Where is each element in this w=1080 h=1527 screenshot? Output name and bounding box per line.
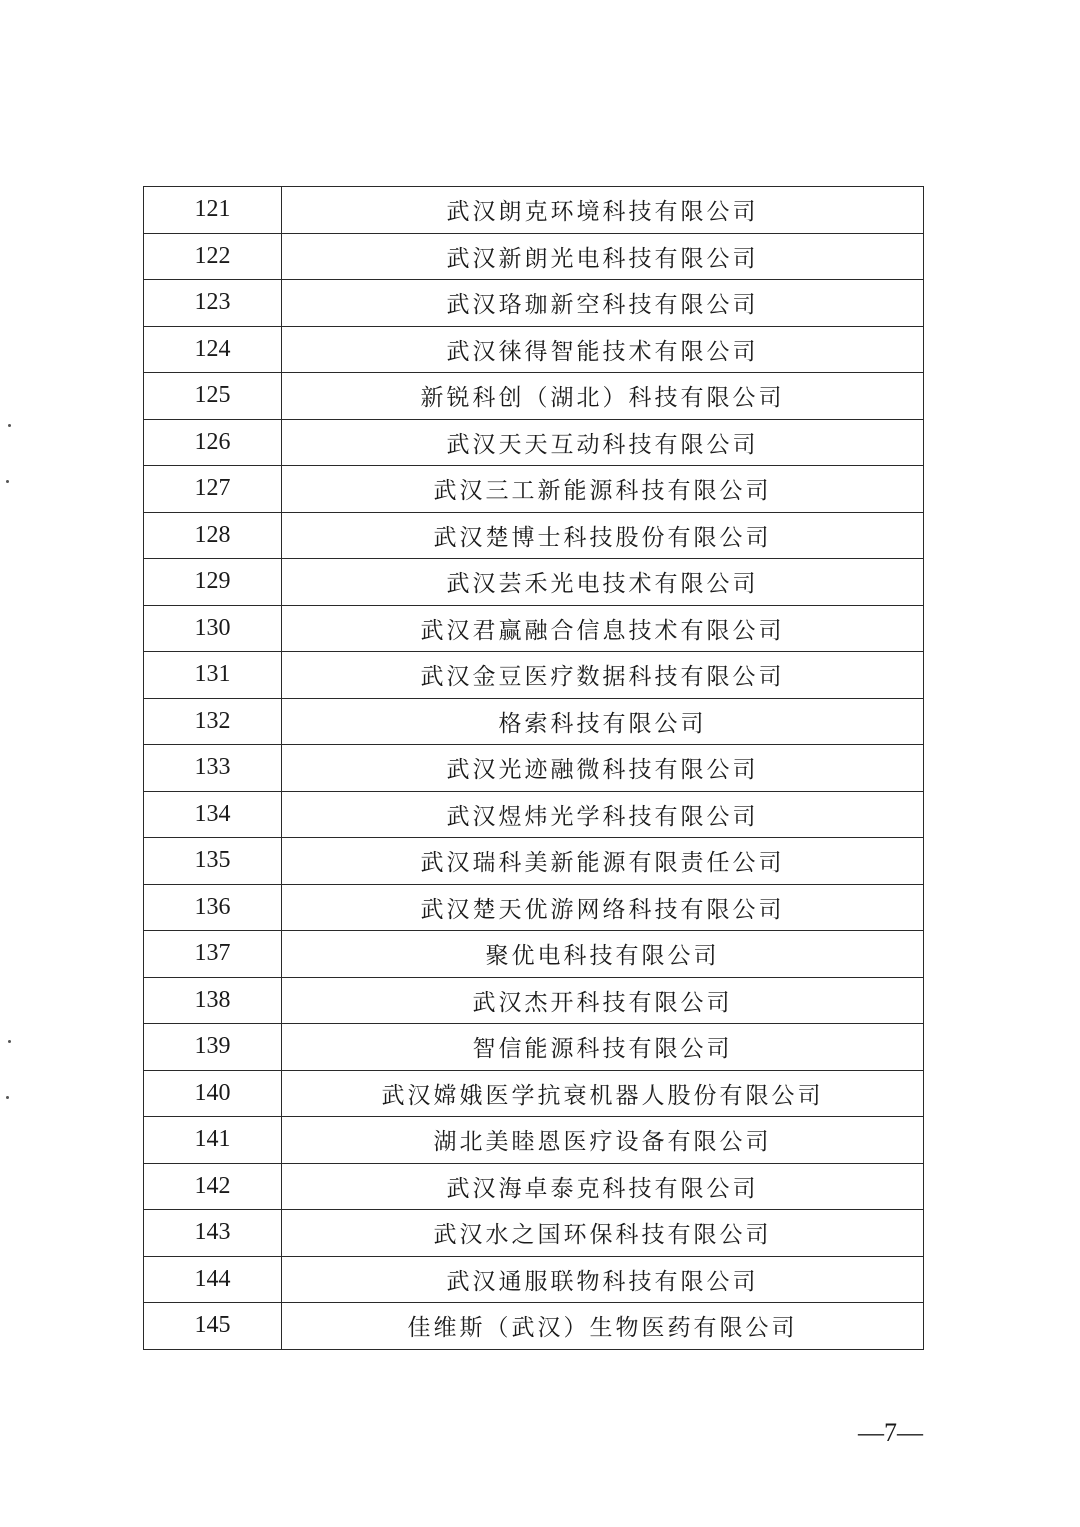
table-row <box>144 884 924 931</box>
table-row <box>144 559 924 606</box>
company-name-cell: 武汉朗克环境科技有限公司 <box>282 187 924 234</box>
scan-speck <box>8 424 11 427</box>
row-number-cell: 137 <box>144 931 282 978</box>
company-name-cell: 智信能源科技有限公司 <box>282 1024 924 1071</box>
company-name-cell: 武汉徕得智能技术有限公司 <box>282 326 924 373</box>
company-name-cell: 武汉水之国环保科技有限公司 <box>282 1210 924 1257</box>
company-name-cell: 新锐科创（湖北）科技有限公司 <box>282 373 924 420</box>
row-number-cell: 135 <box>144 838 282 885</box>
row-number-cell: 138 <box>144 977 282 1024</box>
row-number-cell: 126 <box>144 419 282 466</box>
table-row <box>144 698 924 745</box>
table-row <box>144 419 924 466</box>
table-row <box>144 838 924 885</box>
company-name-cell: 武汉金豆医疗数据科技有限公司 <box>282 652 924 699</box>
table-row <box>144 791 924 838</box>
company-name-cell: 武汉天天互动科技有限公司 <box>282 419 924 466</box>
table-row <box>144 605 924 652</box>
company-name-cell: 格索科技有限公司 <box>282 698 924 745</box>
table-row <box>144 1163 924 1210</box>
table-row <box>144 373 924 420</box>
scan-speck <box>6 1096 9 1099</box>
table-row <box>144 512 924 559</box>
table-row <box>144 931 924 978</box>
row-number-cell: 130 <box>144 605 282 652</box>
table-row <box>144 1070 924 1117</box>
company-name-cell: 武汉嫦娥医学抗衰机器人股份有限公司 <box>282 1070 924 1117</box>
company-name-cell: 武汉海卓泰克科技有限公司 <box>282 1163 924 1210</box>
table-row <box>144 280 924 327</box>
company-name-cell: 武汉君赢融合信息技术有限公司 <box>282 605 924 652</box>
company-name-cell: 湖北美睦恩医疗设备有限公司 <box>282 1117 924 1164</box>
row-number-cell: 141 <box>144 1117 282 1164</box>
company-name-cell: 武汉芸禾光电技术有限公司 <box>282 559 924 606</box>
company-name-cell: 聚优电科技有限公司 <box>282 931 924 978</box>
row-number-cell: 124 <box>144 326 282 373</box>
company-name-cell: 佳维斯（武汉）生物医药有限公司 <box>282 1303 924 1350</box>
company-name-cell: 武汉楚博士科技股份有限公司 <box>282 512 924 559</box>
table-row <box>144 187 924 234</box>
row-number-cell: 132 <box>144 698 282 745</box>
row-number-cell: 121 <box>144 187 282 234</box>
scan-speck <box>6 480 9 483</box>
row-number-cell: 145 <box>144 1303 282 1350</box>
table-row <box>144 1117 924 1164</box>
table-row <box>144 1024 924 1071</box>
table-row <box>144 1303 924 1350</box>
company-name-cell: 武汉珞珈新空科技有限公司 <box>282 280 924 327</box>
row-number-cell: 125 <box>144 373 282 420</box>
company-list-table <box>143 186 924 1350</box>
row-number-cell: 131 <box>144 652 282 699</box>
row-number-cell: 127 <box>144 466 282 513</box>
company-name-cell: 武汉煜炜光学科技有限公司 <box>282 791 924 838</box>
scan-speck <box>8 1040 11 1043</box>
row-number-cell: 123 <box>144 280 282 327</box>
table-row <box>144 745 924 792</box>
row-number-cell: 142 <box>144 1163 282 1210</box>
row-number-cell: 144 <box>144 1256 282 1303</box>
row-number-cell: 129 <box>144 559 282 606</box>
table-body <box>144 187 924 1350</box>
table-row <box>144 466 924 513</box>
table-row <box>144 652 924 699</box>
row-number-cell: 143 <box>144 1210 282 1257</box>
table-row <box>144 326 924 373</box>
company-name-cell: 武汉新朗光电科技有限公司 <box>282 233 924 280</box>
row-number-cell: 133 <box>144 745 282 792</box>
row-number-cell: 136 <box>144 884 282 931</box>
company-name-cell: 武汉三工新能源科技有限公司 <box>282 466 924 513</box>
row-number-cell: 128 <box>144 512 282 559</box>
company-name-cell: 武汉光迹融微科技有限公司 <box>282 745 924 792</box>
company-name-cell: 武汉楚天优游网络科技有限公司 <box>282 884 924 931</box>
company-name-cell: 武汉杰开科技有限公司 <box>282 977 924 1024</box>
company-name-cell: 武汉通服联物科技有限公司 <box>282 1256 924 1303</box>
table-row <box>144 977 924 1024</box>
row-number-cell: 134 <box>144 791 282 838</box>
page-number: —7— <box>858 1418 923 1447</box>
table-row <box>144 233 924 280</box>
table-row <box>144 1210 924 1257</box>
table-row <box>144 1256 924 1303</box>
company-name-cell: 武汉瑞科美新能源有限责任公司 <box>282 838 924 885</box>
row-number-cell: 140 <box>144 1070 282 1117</box>
row-number-cell: 122 <box>144 233 282 280</box>
row-number-cell: 139 <box>144 1024 282 1071</box>
